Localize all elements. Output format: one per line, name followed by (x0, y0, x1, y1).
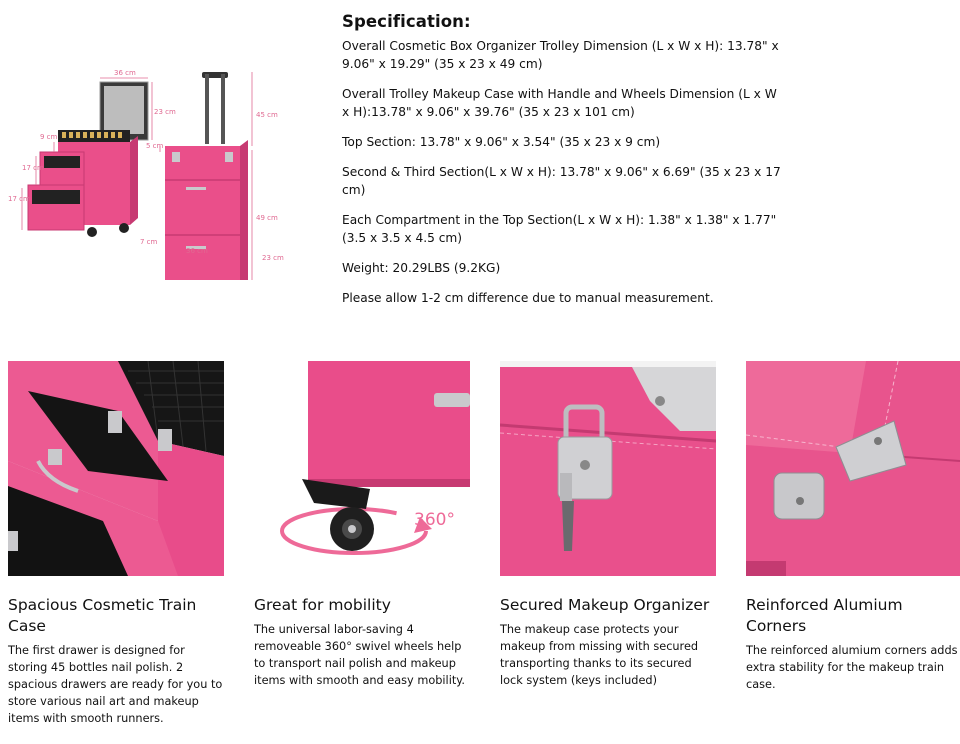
feature-title: Reinforced Alumium Corners (746, 596, 903, 635)
spec-line: Overall Trolley Makeup Case with Handle and Wheels Dimension (L x W x H):13.78" x 9.06" x 39.76" (35 x 23 x 101 cm) (342, 87, 777, 119)
feature-card-spacious (8, 361, 224, 727)
feature-description: The reinforced alumium corners adds extra stability for the makeup train case. (746, 644, 958, 691)
spec-line: Each Compartment in the Top Section(L x W x H): 1.38" x 1.38" x 1.77" (3.5 x 3.5 x 4.5 cm) (342, 213, 777, 245)
dim-label: 7 cm (140, 238, 158, 246)
dim-label: 36 cm (186, 247, 208, 255)
feature-card-corners (746, 361, 960, 693)
feature-title: Great for mobility (254, 596, 391, 614)
feature-image-drawers (8, 361, 224, 576)
open-case-drawing (28, 82, 148, 237)
dim-label: 45 cm (256, 111, 278, 119)
dim-label: 49 cm (256, 214, 278, 222)
spec-line: Top Section: 13.78" x 9.06" x 3.54" (35 x 23 x 9 cm) (342, 135, 661, 149)
dim-label: 5 cm (146, 142, 164, 150)
feature-description: The universal labor-saving 4 removeable 360° swivel wheels help to transport nail polish and makeup items with smooth and easy mobility. (254, 623, 465, 687)
feature-card-mobility (254, 361, 470, 689)
dim-label: 36 cm (114, 69, 136, 77)
trolley-case-illustration (0, 60, 290, 280)
feature-image-lock (500, 361, 716, 576)
feature-title: Secured Makeup Organizer (500, 596, 710, 614)
dim-label: 17 cm (8, 195, 30, 203)
feature-title: Spacious Cosmetic Train Case (8, 596, 197, 635)
specification-title: Specification: (342, 12, 471, 31)
spec-line: Second & Third Section(L x W x H): 13.78" x 9.06" x 6.69" (35 x 23 x 17 cm) (342, 165, 781, 197)
spec-line: Weight: 20.29LBS (9.2KG) (342, 261, 501, 275)
feature-description: The makeup case protects your makeup from missing with secured transporting thanks to its secured lock system (keys included) (500, 623, 699, 687)
feature-card-secured (500, 361, 716, 689)
dim-label: 17 cm (22, 164, 44, 172)
feature-description: The first drawer is designed for storing 45 bottles nail polish. 2 spacious drawers are ready for you to store various nail art and makeup items with smooth runners. (8, 644, 223, 725)
feature-image-wheels (254, 361, 470, 576)
dim-label: 9 cm (40, 133, 58, 141)
dim-label: 23 cm (262, 254, 284, 262)
rotation-badge: 360° (414, 510, 455, 530)
spec-line: Please allow 1-2 cm difference due to manual measurement. (342, 291, 714, 305)
spec-line: Overall Cosmetic Box Organizer Trolley Dimension (L x W x H): 13.78" x 9.06" x 19.29" (35 x 23 x 49 cm) (342, 39, 779, 71)
feature-image-corners (746, 361, 960, 576)
specification-block (342, 12, 782, 319)
product-dimension-figure (0, 60, 290, 280)
dim-label: 23 cm (154, 108, 176, 116)
